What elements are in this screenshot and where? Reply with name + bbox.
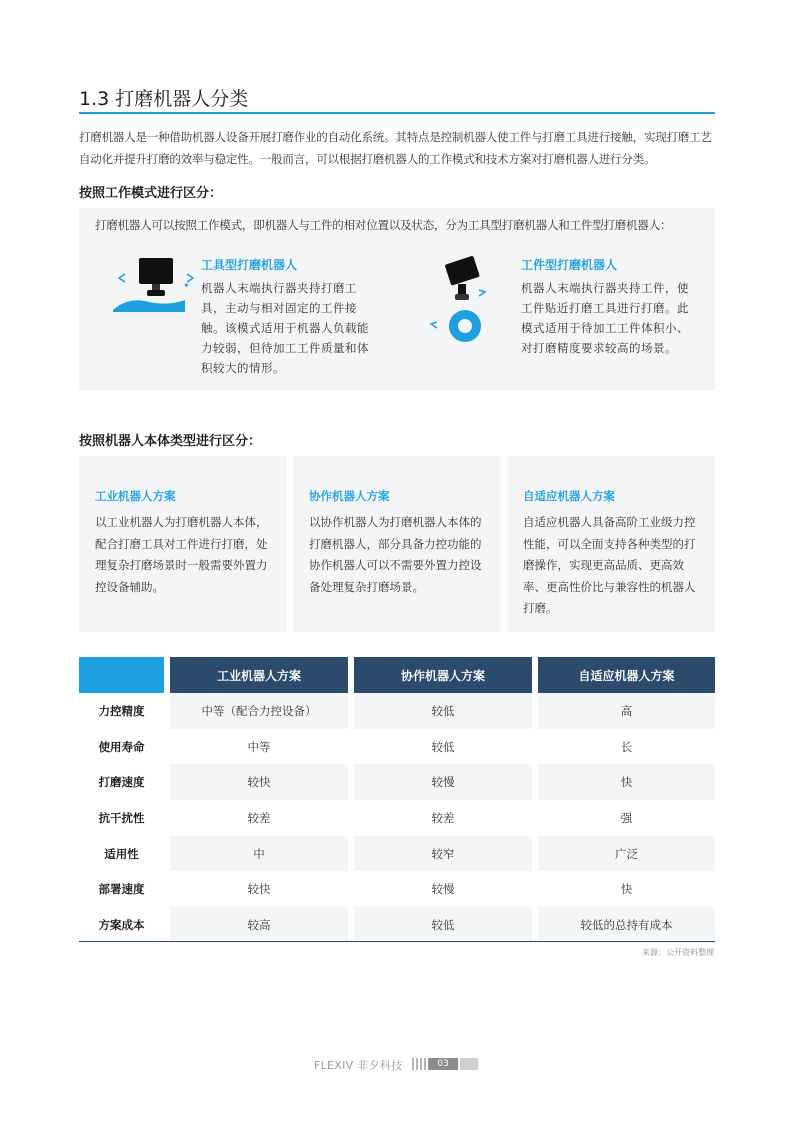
table-cell: 较低 [431, 739, 455, 754]
row-label: 使用寿命 [98, 739, 145, 754]
tool-type-card [99, 256, 399, 376]
industrial-robot-card [79, 456, 287, 632]
collaborative-robot-card [293, 456, 501, 632]
table-cell: 较快 [170, 764, 348, 800]
adaptive-robot-desc: 自适应机器人具备高阶工业级力控性能，可以全面支持各种类型的打磨操作，实现更高品质、更高效率、更高性价比与兼容性的机器人打磨。 [523, 515, 696, 615]
table-cell: 快 [538, 764, 715, 800]
workpiece-type-desc: 机器人末端执行器夹持工件，使工件贴近打磨工具进行打磨。此模式适用于待加工工件体积小、对打磨精度要求较高的场景。 [521, 281, 689, 355]
table-header-corner [79, 657, 164, 693]
table-cell: 强 [620, 810, 633, 825]
adaptive-robot-title: 自适应机器人方案 [523, 489, 615, 503]
tool-type-robot-icon [99, 256, 199, 346]
table-cell: 快 [620, 882, 633, 897]
table-row [79, 729, 715, 765]
industrial-robot-title: 工业机器人方案 [95, 489, 176, 503]
table-row [79, 764, 715, 800]
table-cell: 较低的总持有成本 [538, 907, 715, 943]
table-row [79, 836, 715, 872]
page-number: 03 [428, 1058, 458, 1070]
title-divider [79, 112, 715, 114]
table-row [79, 907, 715, 943]
row-label: 方案成本 [98, 917, 145, 932]
table-header-collaborative: 协作机器人方案 [354, 657, 532, 693]
table-cell: 较快 [247, 882, 271, 897]
table-body [79, 693, 715, 943]
workpiece-type-robot-icon [419, 256, 519, 346]
mode-intro: 打磨机器人可以按照工作模式，即机器人与工件的相对位置以及状态，分为工具型打磨机器人和工件型打磨机器人： [95, 218, 672, 232]
table-row [79, 800, 715, 836]
footer-tail-bar [460, 1058, 478, 1070]
svg-text:✦: ✦ [183, 281, 190, 290]
table-row [79, 693, 715, 729]
table-bottom-rule [79, 941, 715, 942]
table-cell: 较慢 [431, 882, 455, 897]
tool-type-desc: 机器人末端执行器夹持打磨工具，主动与相对固定的工件接触。该模式适用于机器人负载能力较弱，但待加工工件质量和体积较大的情形。 [201, 281, 369, 375]
page-footer [0, 1055, 794, 1073]
body-type-heading: 按照机器人本体类型进行区分： [79, 434, 262, 449]
mode-panel [79, 208, 715, 390]
collaborative-robot-desc: 以协作机器人为打磨机器人本体的打磨机器人，部分具备力控功能的协作机器人可以不需要外置力控设备处理复杂打磨场景。 [309, 515, 482, 594]
table-cell: 中 [170, 836, 348, 872]
table-header-adaptive: 自适应机器人方案 [538, 657, 715, 693]
footer-stripes [412, 1058, 426, 1070]
row-label: 抗干扰性 [98, 810, 145, 825]
table-cell: 较低 [354, 907, 532, 943]
table-cell: 较差 [431, 810, 455, 825]
table-cell: 高 [538, 693, 715, 729]
table-cell: 广泛 [538, 836, 715, 872]
table-cell: 长 [620, 739, 633, 754]
tool-type-title: 工具型打磨机器人 [201, 258, 298, 272]
collaborative-robot-title: 协作机器人方案 [309, 489, 390, 503]
mode-heading: 按照工作模式进行区分： [79, 186, 223, 201]
table-cell: 较慢 [354, 764, 532, 800]
comparison-table [79, 657, 715, 932]
table-cell: 较低 [354, 693, 532, 729]
footer-brand: FLEXIV 非夕科技 [314, 1059, 403, 1072]
table-cell: 较高 [170, 907, 348, 943]
table-cell: 中等 [247, 739, 271, 754]
table-header-row [79, 657, 715, 693]
workpiece-type-card [419, 256, 719, 376]
row-label: 力控精度 [98, 703, 145, 718]
table-row [79, 871, 715, 907]
table-cell: 较窄 [354, 836, 532, 872]
table-cell: 中等（配合力控设备） [170, 693, 348, 729]
table-header-industrial: 工业机器人方案 [170, 657, 348, 693]
row-label: 打磨速度 [98, 775, 145, 790]
adaptive-robot-card [507, 456, 715, 632]
section-intro: 打磨机器人是一种借助机器人设备开展打磨作业的自动化系统。其特点是控制机器人使工件与打磨工具进行接触，实现打磨工艺自动化并提升打磨的效率与稳定性。一般而言，可以根据打磨机器人的工作模式和技术方案对打磨机器人进行分类。 [79, 130, 712, 166]
workpiece-type-title: 工件型打磨机器人 [521, 258, 618, 272]
row-label: 适用性 [104, 846, 139, 861]
row-label: 部署速度 [98, 882, 145, 897]
section-title: 1.3 打磨机器人分类 [79, 88, 249, 110]
table-source-note: 来源：公开资料整理 [642, 948, 714, 957]
table-cell: 较差 [247, 810, 271, 825]
industrial-robot-desc: 以工业机器人为打磨机器人本体，配合打磨工具对工件进行打磨，处理复杂打磨场景时一般需要外置力控设备辅助。 [95, 515, 268, 594]
